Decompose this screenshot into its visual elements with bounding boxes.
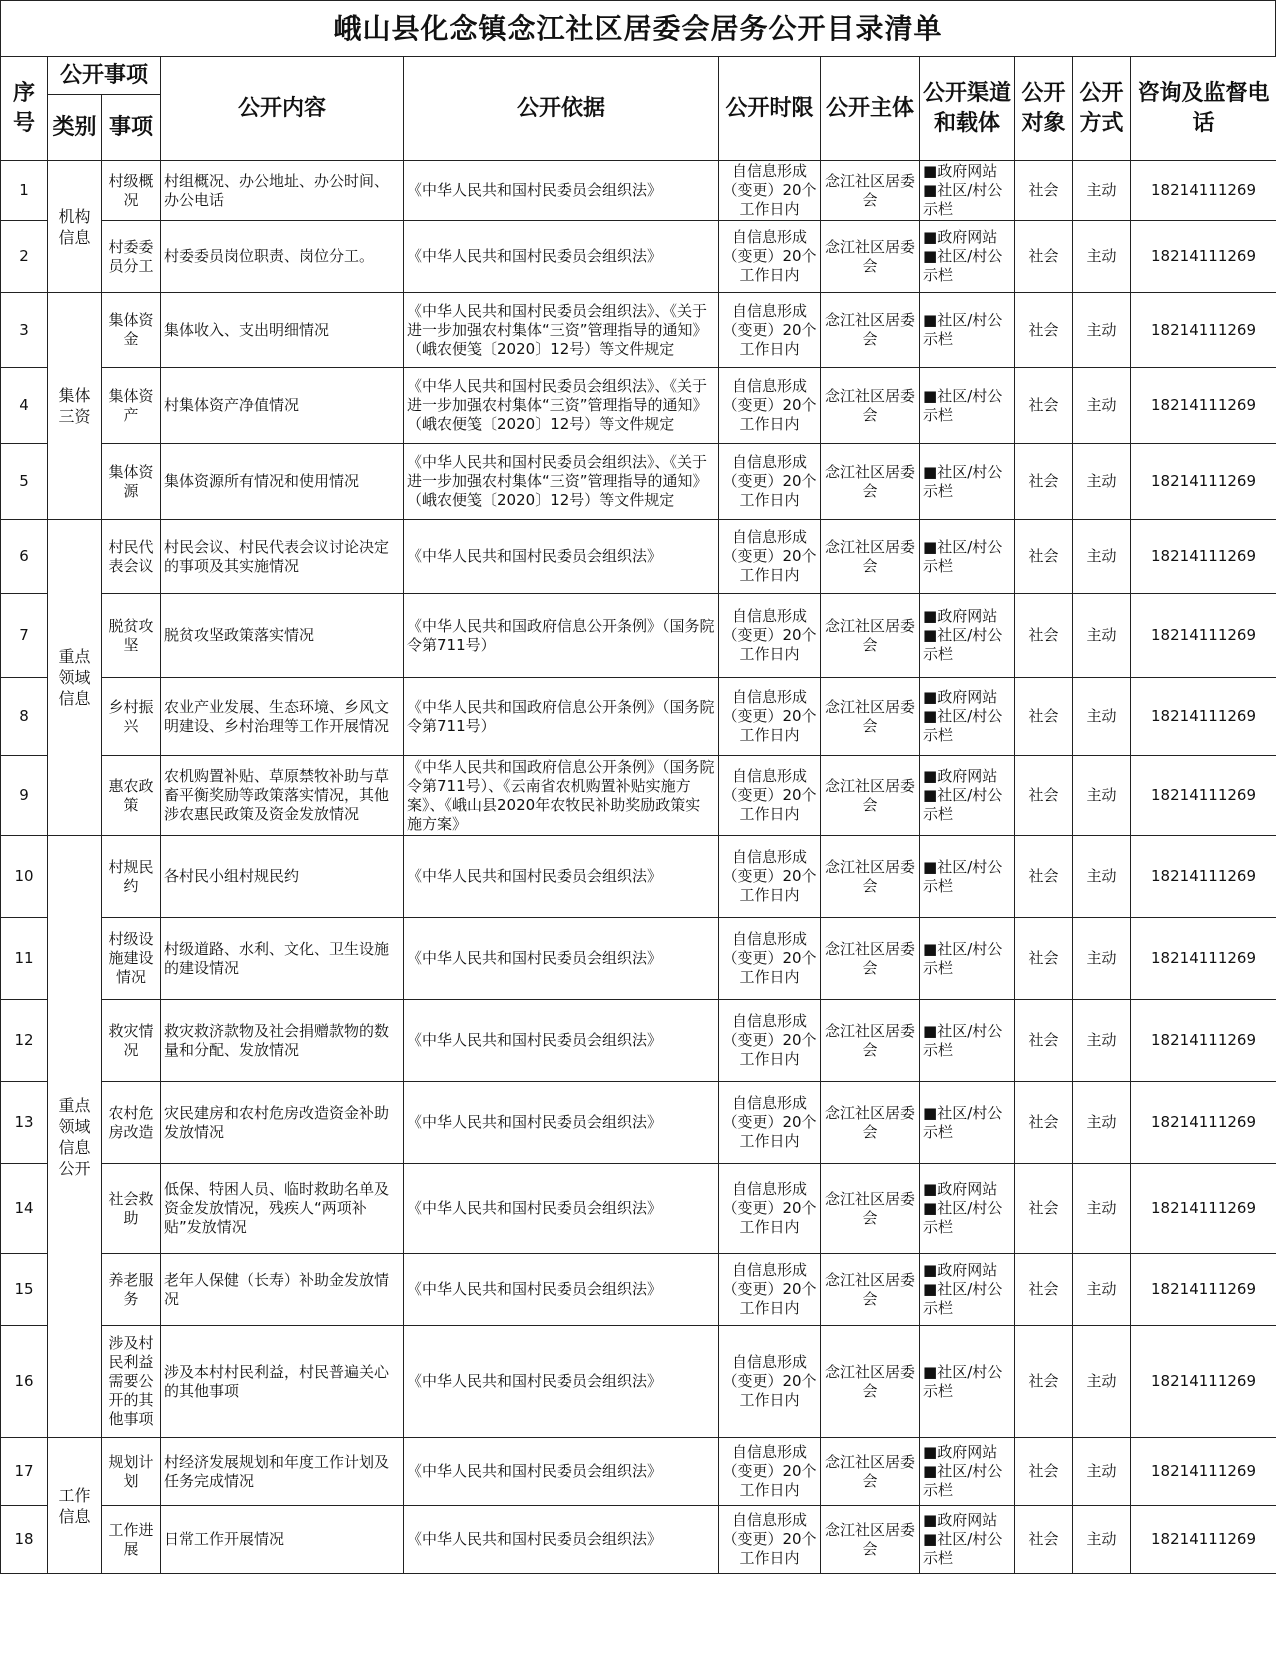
cell-content: 涉及本村村民利益，村民普遍关心的其他事项 [161,1326,404,1438]
cell-channel [920,161,1015,221]
cell-target: 社会 [1015,368,1073,444]
cell-method: 主动 [1073,756,1131,836]
cell-time-limit: 自信息形成（变更）20个工作日内 [719,1326,821,1438]
cell-phone: 18214111269 [1131,161,1276,221]
table-row [1,678,1276,756]
cell-method: 主动 [1073,1164,1131,1254]
cell-method: 主动 [1073,594,1131,678]
cell-item: 村规民约 [102,836,161,918]
channel-line: ■社区/村公示栏 [923,1021,1003,1059]
cell-seq: 6 [1,520,48,594]
cell-target: 社会 [1015,1164,1073,1254]
cell-target: 社会 [1015,1506,1073,1574]
cell-seq: 17 [1,1438,48,1506]
channel-line: ■社区/村公示栏 [923,386,1003,424]
cell-channel [920,520,1015,594]
cell-target: 社会 [1015,836,1073,918]
cell-content: 脱贫攻坚政策落实情况 [161,594,404,678]
cell-content: 村经济发展规划和年度工作计划及任务完成情况 [161,1438,404,1506]
cell-time-limit: 自信息形成（变更）20个工作日内 [719,221,821,293]
cell-time-limit: 自信息形成（变更）20个工作日内 [719,368,821,444]
cell-seq: 9 [1,756,48,836]
cell-content: 低保、特困人员、临时救助名单及资金发放情况，残疾人“两项补贴”发放情况 [161,1164,404,1254]
cell-item: 脱贫攻坚 [102,594,161,678]
cell-category: 工作信息 [48,1438,102,1574]
channel-line: ■社区/村公示栏 [923,1199,1003,1236]
cell-content: 集体资源所有情况和使用情况 [161,444,404,520]
cell-item: 涉及村民利益需要公开的其他事项 [102,1326,161,1438]
cell-subject: 念江社区居委会 [821,756,920,836]
cell-content: 日常工作开展情况 [161,1506,404,1574]
cell-item: 村民代表会议 [102,520,161,594]
cell-time-limit: 自信息形成（变更）20个工作日内 [719,1254,821,1326]
header-seq: 序号 [1,57,48,161]
cell-time-limit: 自信息形成（变更）20个工作日内 [719,1506,821,1574]
cell-time-limit: 自信息形成（变更）20个工作日内 [719,678,821,756]
cell-time-limit: 自信息形成（变更）20个工作日内 [719,756,821,836]
cell-seq: 2 [1,221,48,293]
cell-phone: 18214111269 [1131,444,1276,520]
cell-basis: 《中华人民共和国村民委员会组织法》 [404,1326,719,1438]
table-row [1,1164,1276,1254]
channel-line: ■社区/村公示栏 [923,786,1003,823]
channel-line: ■社区/村公示栏 [923,247,1003,284]
table-row [1,444,1276,520]
cell-time-limit: 自信息形成（变更）20个工作日内 [719,444,821,520]
table-row [1,1326,1276,1438]
channel-line: ■政府网站 [923,767,998,785]
cell-subject: 念江社区居委会 [821,594,920,678]
cell-method: 主动 [1073,293,1131,368]
cell-basis: 《中华人民共和国村民委员会组织法》 [404,1082,719,1164]
cell-channel [920,368,1015,444]
channel-line: ■政府网站 [923,1443,998,1461]
table-row [1,594,1276,678]
cell-seq: 1 [1,161,48,221]
channel-line: ■政府网站 [923,228,998,246]
header-method: 公开方式 [1073,57,1131,161]
cell-basis: 《中华人民共和国村民委员会组织法》 [404,1254,719,1326]
cell-channel [920,918,1015,1000]
cell-phone: 18214111269 [1131,1254,1276,1326]
cell-seq: 3 [1,293,48,368]
cell-basis: 《中华人民共和国村民委员会组织法》 [404,1164,719,1254]
cell-target: 社会 [1015,520,1073,594]
cell-content: 村级道路、水利、文化、卫生设施的建设情况 [161,918,404,1000]
cell-phone: 18214111269 [1131,221,1276,293]
cell-item: 集体资源 [102,444,161,520]
cell-target: 社会 [1015,1000,1073,1082]
cell-seq: 14 [1,1164,48,1254]
cell-method: 主动 [1073,678,1131,756]
cell-subject: 念江社区居委会 [821,836,920,918]
header-channel: 公开渠道和载体 [920,57,1015,161]
cell-subject: 念江社区居委会 [821,520,920,594]
cell-item: 村级概况 [102,161,161,221]
cell-target: 社会 [1015,1326,1073,1438]
cell-subject: 念江社区居委会 [821,161,920,221]
cell-seq: 12 [1,1000,48,1082]
cell-basis: 《中华人民共和国村民委员会组织法》 [404,161,719,221]
disclosure-table [0,56,1276,1574]
cell-channel [920,756,1015,836]
header-target: 公开对象 [1015,57,1073,161]
cell-item: 规划计划 [102,1438,161,1506]
cell-channel [920,1438,1015,1506]
cell-phone: 18214111269 [1131,756,1276,836]
table-body [1,161,1276,1574]
table-row [1,918,1276,1000]
cell-time-limit: 自信息形成（变更）20个工作日内 [719,918,821,1000]
cell-target: 社会 [1015,1082,1073,1164]
cell-channel [920,444,1015,520]
cell-basis: 《中华人民共和国政府信息公开条例》（国务院令第711号） [404,594,719,678]
cell-target: 社会 [1015,594,1073,678]
cell-time-limit: 自信息形成（变更）20个工作日内 [719,293,821,368]
table-row [1,221,1276,293]
table-row [1,836,1276,918]
cell-method: 主动 [1073,221,1131,293]
cell-basis: 《中华人民共和国村民委员会组织法》、《关于进一步加强农村集体“三资”管理指导的通知》（峨农便笺〔2020〕12号）等文件规定 [404,444,719,520]
table-row [1,161,1276,221]
cell-item: 乡村振兴 [102,678,161,756]
cell-method: 主动 [1073,520,1131,594]
cell-method: 主动 [1073,444,1131,520]
cell-channel [920,1326,1015,1438]
cell-content: 救灾救济款物及社会捐赠款物的数量和分配、发放情况 [161,1000,404,1082]
cell-category: 重点领域信息公开 [48,836,102,1438]
table-row [1,1254,1276,1326]
channel-line: ■社区/村公示栏 [923,1530,1003,1567]
cell-channel [920,1000,1015,1082]
channel-line: ■政府网站 [923,688,998,706]
cell-category: 重点领域信息 [48,520,102,836]
cell-method: 主动 [1073,1000,1131,1082]
cell-subject: 念江社区居委会 [821,368,920,444]
cell-phone: 18214111269 [1131,1082,1276,1164]
cell-channel [920,221,1015,293]
cell-phone: 18214111269 [1131,520,1276,594]
cell-subject: 念江社区居委会 [821,918,920,1000]
cell-seq: 8 [1,678,48,756]
cell-item: 工作进展 [102,1506,161,1574]
header-subject: 公开主体 [821,57,920,161]
cell-item: 村委委员分工 [102,221,161,293]
channel-line: ■社区/村公示栏 [923,707,1003,744]
cell-content: 村民会议、村民代表会议讨论决定的事项及其实施情况 [161,520,404,594]
cell-time-limit: 自信息形成（变更）20个工作日内 [719,836,821,918]
cell-seq: 5 [1,444,48,520]
cell-category: 机构信息 [48,161,102,293]
cell-channel [920,1254,1015,1326]
cell-phone: 18214111269 [1131,293,1276,368]
cell-seq: 10 [1,836,48,918]
cell-basis: 《中华人民共和国村民委员会组织法》、《关于进一步加强农村集体“三资”管理指导的通知》（峨农便笺〔2020〕12号）等文件规定 [404,368,719,444]
channel-line: ■社区/村公示栏 [923,1362,1003,1400]
cell-target: 社会 [1015,221,1073,293]
channel-line: ■社区/村公示栏 [923,462,1003,500]
cell-item: 集体资产 [102,368,161,444]
table-row [1,1438,1276,1506]
cell-item: 惠农政策 [102,756,161,836]
cell-basis: 《中华人民共和国村民委员会组织法》 [404,1000,719,1082]
cell-phone: 18214111269 [1131,678,1276,756]
channel-line: ■社区/村公示栏 [923,311,1003,348]
cell-target: 社会 [1015,756,1073,836]
cell-method: 主动 [1073,836,1131,918]
cell-basis: 《中华人民共和国政府信息公开条例》（国务院令第711号）、《云南省农机购置补贴实施方案》、《峨山县2020年农牧民补助奖励政策实施方案》 [404,756,719,836]
cell-basis: 《中华人民共和国村民委员会组织法》 [404,918,719,1000]
header-basis: 公开依据 [404,57,719,161]
cell-method: 主动 [1073,1326,1131,1438]
cell-subject: 念江社区居委会 [821,1326,920,1438]
table-row [1,1000,1276,1082]
cell-time-limit: 自信息形成（变更）20个工作日内 [719,1082,821,1164]
table-row [1,756,1276,836]
cell-time-limit: 自信息形成（变更）20个工作日内 [719,1438,821,1506]
channel-line: ■社区/村公示栏 [923,1103,1003,1141]
cell-channel [920,293,1015,368]
cell-seq: 11 [1,918,48,1000]
cell-item: 救灾情况 [102,1000,161,1082]
cell-channel [920,836,1015,918]
cell-method: 主动 [1073,161,1131,221]
cell-phone: 18214111269 [1131,1326,1276,1438]
cell-subject: 念江社区居委会 [821,678,920,756]
channel-line: ■社区/村公示栏 [923,939,1003,977]
cell-content: 村委委员岗位职责、岗位分工。 [161,221,404,293]
channel-line: ■社区/村公示栏 [923,181,1003,218]
cell-item: 农村危房改造 [102,1082,161,1164]
channel-line: ■社区/村公示栏 [923,1462,1003,1499]
cell-target: 社会 [1015,918,1073,1000]
cell-method: 主动 [1073,1438,1131,1506]
header-item: 事项 [102,95,161,161]
cell-phone: 18214111269 [1131,368,1276,444]
cell-item: 集体资金 [102,293,161,368]
table-row [1,1506,1276,1574]
cell-subject: 念江社区居委会 [821,221,920,293]
channel-line: ■政府网站 [923,1180,998,1198]
cell-seq: 4 [1,368,48,444]
cell-subject: 念江社区居委会 [821,444,920,520]
cell-content: 村集体资产净值情况 [161,368,404,444]
cell-content: 老年人保健（长寿）补助金发放情况 [161,1254,404,1326]
cell-time-limit: 自信息形成（变更）20个工作日内 [719,520,821,594]
channel-line: ■社区/村公示栏 [923,537,1003,575]
channel-line: ■社区/村公示栏 [923,857,1003,895]
cell-phone: 18214111269 [1131,1000,1276,1082]
cell-target: 社会 [1015,1254,1073,1326]
channel-line: ■社区/村公示栏 [923,626,1003,663]
cell-basis: 《中华人民共和国村民委员会组织法》 [404,836,719,918]
cell-phone: 18214111269 [1131,594,1276,678]
header-category: 类别 [48,95,102,161]
channel-line: ■社区/村公示栏 [923,1280,1003,1317]
cell-method: 主动 [1073,1254,1131,1326]
cell-phone: 18214111269 [1131,1506,1276,1574]
cell-seq: 13 [1,1082,48,1164]
cell-content: 集体收入、支出明细情况 [161,293,404,368]
cell-phone: 18214111269 [1131,836,1276,918]
cell-item: 社会救助 [102,1164,161,1254]
cell-method: 主动 [1073,918,1131,1000]
cell-subject: 念江社区居委会 [821,1438,920,1506]
cell-content: 灾民建房和农村危房改造资金补助发放情况 [161,1082,404,1164]
header-phone: 咨询及监督电话 [1131,57,1276,161]
page-title: 峨山县化念镇念江社区居委会居务公开目录清单 [0,0,1276,56]
cell-content: 村组概况、办公地址、办公时间、办公电话 [161,161,404,221]
cell-seq: 15 [1,1254,48,1326]
table-row [1,1082,1276,1164]
cell-phone: 18214111269 [1131,1438,1276,1506]
cell-category: 集体三资 [48,293,102,520]
channel-line: ■政府网站 [923,607,998,625]
cell-target: 社会 [1015,293,1073,368]
cell-channel [920,1082,1015,1164]
channel-line: ■政府网站 [923,1511,998,1529]
cell-item: 养老服务 [102,1254,161,1326]
cell-time-limit: 自信息形成（变更）20个工作日内 [719,1000,821,1082]
cell-content: 农机购置补贴、草原禁牧补助与草畜平衡奖励等政策落实情况，其他涉农惠民政策及资金发放情况 [161,756,404,836]
cell-method: 主动 [1073,368,1131,444]
cell-basis: 《中华人民共和国村民委员会组织法》 [404,520,719,594]
cell-content: 农业产业发展、生态环境、乡风文明建设、乡村治理等工作开展情况 [161,678,404,756]
cell-method: 主动 [1073,1506,1131,1574]
cell-target: 社会 [1015,678,1073,756]
cell-channel [920,1506,1015,1574]
cell-basis: 《中华人民共和国村民委员会组织法》 [404,1506,719,1574]
cell-target: 社会 [1015,1438,1073,1506]
cell-item: 村级设施建设情况 [102,918,161,1000]
cell-basis: 《中华人民共和国政府信息公开条例》（国务院令第711号） [404,678,719,756]
header-time-limit: 公开时限 [719,57,821,161]
cell-channel [920,594,1015,678]
cell-subject: 念江社区居委会 [821,1254,920,1326]
cell-subject: 念江社区居委会 [821,1506,920,1574]
cell-subject: 念江社区居委会 [821,293,920,368]
cell-phone: 18214111269 [1131,1164,1276,1254]
table-row [1,293,1276,368]
channel-line: ■政府网站 [923,1261,998,1279]
cell-method: 主动 [1073,1082,1131,1164]
cell-basis: 《中华人民共和国村民委员会组织法》、《关于进一步加强农村集体“三资”管理指导的通知》（峨农便笺〔2020〕12号）等文件规定 [404,293,719,368]
table-row [1,368,1276,444]
cell-target: 社会 [1015,444,1073,520]
cell-time-limit: 自信息形成（变更）20个工作日内 [719,594,821,678]
cell-target: 社会 [1015,161,1073,221]
cell-content: 各村民小组村规民约 [161,836,404,918]
cell-subject: 念江社区居委会 [821,1164,920,1254]
header-content: 公开内容 [161,57,404,161]
cell-channel [920,1164,1015,1254]
cell-subject: 念江社区居委会 [821,1082,920,1164]
cell-basis: 《中华人民共和国村民委员会组织法》 [404,1438,719,1506]
cell-seq: 7 [1,594,48,678]
header-items-group: 公开事项 [48,57,161,95]
cell-time-limit: 自信息形成（变更）20个工作日内 [719,1164,821,1254]
cell-seq: 16 [1,1326,48,1438]
cell-seq: 18 [1,1506,48,1574]
cell-basis: 《中华人民共和国村民委员会组织法》 [404,221,719,293]
cell-phone: 18214111269 [1131,918,1276,1000]
table-row [1,520,1276,594]
cell-channel [920,678,1015,756]
cell-time-limit: 自信息形成（变更）20个工作日内 [719,161,821,221]
channel-line: ■政府网站 [923,162,998,180]
cell-subject: 念江社区居委会 [821,1000,920,1082]
